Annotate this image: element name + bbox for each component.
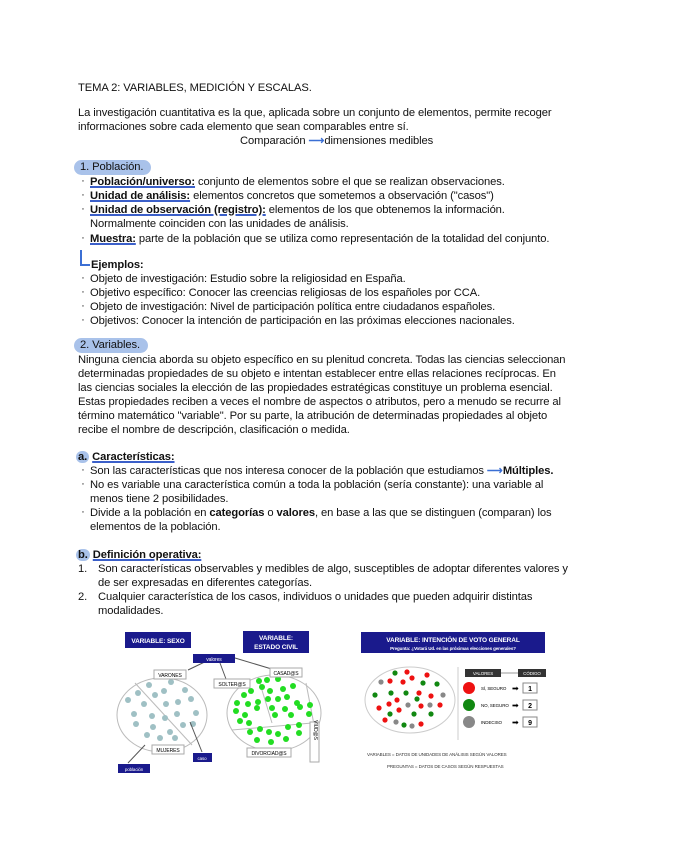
case-dot: [131, 711, 137, 717]
numbered-item: Son características observables y medibles de algo, susceptibles de adoptar diferentes valores y: [98, 563, 568, 575]
svg-text:caso: caso: [197, 756, 207, 761]
case-dot: [414, 696, 419, 701]
value-label: INDECISO: [481, 720, 502, 725]
page-title: TEMA 2: VARIABLES, MEDICIÓN Y ESCALAS.: [78, 82, 312, 94]
value-code: 9: [528, 720, 532, 727]
examples-label: Ejemplos:: [91, 259, 144, 271]
case-dot: [285, 724, 291, 730]
paragraph-line: recibe el nombre de descripción, clasificación o medida.: [78, 424, 350, 436]
case-dot: [416, 690, 421, 695]
case-dot: [264, 677, 270, 683]
case-dot: [257, 726, 263, 732]
case-dot: [259, 684, 265, 690]
case-dot: [284, 694, 290, 700]
case-dot: [141, 701, 147, 707]
case-dot: [396, 707, 401, 712]
section-heading-poblacion: 1. Población.: [74, 160, 151, 175]
case-dot: [157, 735, 163, 741]
case-dot: [174, 711, 180, 717]
example-item: Objetivos: Conocer la intención de participación en las próximas elecciones nacionales.: [90, 315, 515, 327]
case-dot: [307, 702, 313, 708]
case-dot: [297, 704, 303, 710]
svg-text:CÓDIGO: CÓDIGO: [523, 671, 541, 676]
variables-diagram-intencion-voto: [355, 625, 570, 775]
comparison-line: [240, 134, 433, 148]
list-item: No es variable una característica común a toda la población (sería constante): una variable al: [90, 479, 544, 491]
arrow-icon: ➡: [512, 701, 519, 710]
svg-text:VARIABLE: INTENCIÓN DE VOTO GE: VARIABLE: INTENCIÓN DE VOTO GENERAL: [386, 637, 520, 644]
case-dot: [382, 717, 387, 722]
case-dot: [424, 672, 429, 677]
case-dot: [306, 711, 312, 717]
case-dot: [234, 700, 240, 706]
list-item: Unidad de análisis: elementos concretos que sometemos a observación ("casos"): [90, 190, 494, 202]
comparison-right: dimensiones medibles: [324, 135, 434, 147]
case-dot: [182, 687, 188, 693]
case-dot: [290, 683, 296, 689]
example-item: Objeto de investigación: Estudio sobre la religiosidad en España.: [90, 273, 406, 285]
case-dot: [254, 737, 260, 743]
svg-text:SOLTER@S: SOLTER@S: [218, 682, 246, 688]
value-label: NO, SEGURO: [481, 703, 509, 708]
footnote: PREGUNTAS = DATOS DE CASOS SEGÚN RESPUESTAS: [387, 764, 504, 769]
document-page: TEMA 2: VARIABLES, MEDICIÓN Y ESCALAS. La investigación cuantitativa es la que, aplicada sobre un conjunto de elementos, permite recoger informaciones sobre cada elemento que sean comparables entre sí. Comparación ⟶dimensiones medibles 1. Población. · Población/universo: conjunto de elementos sobre el que se realizan observaciones. · Unidad de análisis: elementos concretos que sometemos a observación ("casos") · Unidad de observación (registro): elementos de los que obtenemos la información. Normalmente coinciden con las unidades de análisis. · Muestra: parte de la población que se utiliza como representación de la totalidad del conjunto. Ejemplos: · Objeto de investigación: Estudio sobre la religiosidad en España. · Objetivo específico: Conocer las creencias religiosas de los españoles por CCA. · Objeto de investigación: Nivel de participación política entre ciudadanos españoles. · Objetivos: Conocer la intención de participación en las próximas elecciones nacionales. 2. Variables. Ninguna ciencia aborda su objeto específico en su plenitud concreta. Todas las ciencias seleccionan determinadas propiedades de su objeto e intentan establecer entre ellas relaciones recíprocas. En las ciencias sociales la elección de las propiedades estratégicas constituye un problema esencial. Estas propiedades reciben a veces el nombre de aspectos o atributos, pero a menudo se recurre al término matemático "variable". Por su parte, la atribución de determinadas propiedades al objeto recibe el nombre de descripción, clasificación o medida. a. Características: · Son las características que nos interesa conocer de la población que estudiamos ⟶Múltiples. · No es variable una característica común a toda la población (sería constante): una variable al menos tiene 2 posibilidades. · Divide a la población en categorías o valores, en base a las que se distinguen (comparan) los elementos de la población. b. Definición operativa: 1. Son características observables y medibles de algo, susceptibles de adoptar diferentes valores y de ser expresadas en diferentes categorías. 2. Cualquier característica de los casos, individuos o unidades que pueden adquirir distintas modalidades. VARIABLE: SEXO VARIABLE: ESTADO CIVIL valores VARONES SOLTER@S CASAD@S MUJERES DIVORCIAD@S VIUD@S población caso VARIABLE: INTENCIÓN DE VOTO GENERAL Pregunta: ¿Votará Ud. en las próximas elecciones generales? VALORES CÓDIGO SÍ, SEGURO ➡ 1 NO, SEGURO ➡ 2 INDECISO ➡ 9 VARIABLES = DATOS DE UNIDADES DE ANÁLISIS SEGÚN VALORES PREGUNTAS = DATOS DE CASOS SEGÚN RESPUESTAS: [0, 0, 677, 848]
list-item: Población/universo: conjunto de elementos sobre el que se realizan observaciones.: [90, 176, 505, 188]
case-dot: [180, 722, 186, 728]
case-dot: [463, 682, 475, 694]
intro-line: La investigación cuantitativa es la que, aplicada sobre un conjunto de elementos, permite recoger: [78, 107, 552, 119]
list-item-continuation: menos tiene 2 posibilidades.: [90, 493, 229, 505]
svg-text:VIUD@S: VIUD@S: [312, 720, 318, 740]
list-item-continuation: Normalmente coinciden con las unidades de análisis.: [90, 218, 349, 230]
subheading-definicion: b. Definición operativa:: [78, 549, 202, 561]
case-dot: [254, 705, 260, 711]
case-dot: [163, 701, 169, 707]
case-dot: [282, 706, 288, 712]
case-dot: [434, 681, 439, 686]
case-dot: [246, 720, 252, 726]
section-heading-variables: 2. Variables.: [74, 338, 148, 353]
paragraph-line: Ninguna ciencia aborda su objeto específico en su plenitud concreta. Todas las ciencias seleccionan: [78, 354, 566, 366]
case-dot: [242, 712, 248, 718]
list-item: Son las características que nos interesa conocer de la población que estudiamos ⟶Múltiples.: [90, 465, 554, 477]
case-dot: [411, 711, 416, 716]
case-dot: [401, 722, 406, 727]
case-dot: [372, 692, 377, 697]
case-dot: [376, 705, 381, 710]
case-dot: [268, 739, 274, 745]
case-dot: [275, 731, 281, 737]
case-dot: [152, 692, 158, 698]
list-item: Unidad de observación (registro): elementos de los que obtenemos la información.: [90, 204, 505, 216]
case-dot: [188, 696, 194, 702]
case-dot: [418, 703, 423, 708]
numbered-item: Cualquier característica de los casos, individuos o unidades que pueden adquirir distintas: [98, 591, 533, 603]
numbered-item-continuation: de ser expresadas en diferentes categorías.: [98, 577, 312, 589]
case-dot: [409, 675, 414, 680]
case-dot: [144, 732, 150, 738]
case-dot: [233, 708, 239, 714]
svg-text:valores: valores: [206, 657, 222, 663]
arrow-icon: ➡: [512, 718, 519, 727]
example-item: Objeto de investigación: Nivel de participación política entre ciudadanos españoles.: [90, 301, 496, 313]
list-item: Muestra: parte de la población que se utiliza como representación de la totalidad del conjunto.: [90, 233, 550, 245]
svg-text:CASAD@S: CASAD@S: [273, 671, 299, 677]
case-dot: [247, 729, 253, 735]
paragraph-line: las ciencias sociales la elección de las propiedades estratégicas constituye un problema esencial.: [78, 382, 553, 394]
case-dot: [146, 682, 152, 688]
case-dot: [265, 696, 271, 702]
case-dot: [463, 699, 475, 711]
example-item: Objetivo específico: Conocer las creencias religiosas de los españoles por CCA.: [90, 287, 481, 299]
svg-text:DIVORCIAD@S: DIVORCIAD@S: [251, 751, 287, 757]
svg-text:VALORES: VALORES: [472, 671, 494, 676]
case-dot: [245, 701, 251, 707]
case-dot: [393, 719, 398, 724]
case-dot: [400, 679, 405, 684]
case-dot: [404, 669, 409, 674]
case-dot: [172, 735, 178, 741]
svg-text:VARIABLE: SEXO: VARIABLE: SEXO: [131, 638, 185, 645]
case-dot: [428, 711, 433, 716]
case-dot: [193, 710, 199, 716]
case-dot: [427, 702, 432, 707]
case-dot: [168, 679, 174, 685]
case-dot: [387, 678, 392, 683]
list-number: 2.: [78, 591, 88, 603]
case-dot: [162, 715, 168, 721]
case-dot: [135, 690, 141, 696]
case-dot: [133, 721, 139, 727]
case-dot: [241, 692, 247, 698]
case-dot: [272, 712, 278, 718]
footnote: VARIABLES = DATOS DE UNIDADES DE ANÁLISIS SEGÚN VALORES: [367, 752, 507, 757]
value-code: 2: [528, 703, 532, 710]
case-dot: [125, 697, 131, 703]
case-dot: [167, 729, 173, 735]
case-dot: [296, 722, 302, 728]
arrow-icon: ⟶: [308, 135, 325, 147]
subheading-caracteristicas: a. Características:: [78, 451, 175, 463]
case-dot: [418, 721, 423, 726]
case-dot: [405, 702, 410, 707]
value-code: 1: [528, 686, 532, 693]
paragraph-line: Estas propiedades reciben a veces el nombre de aspectos o atributos, pero a menudo se recurre al: [78, 396, 561, 408]
arrow-icon: ➡: [512, 684, 519, 693]
case-dot: [386, 701, 391, 706]
case-dot: [437, 702, 442, 707]
case-dot: [256, 678, 262, 684]
svg-text:VARIABLE:: VARIABLE:: [258, 635, 294, 642]
case-dot: [280, 686, 286, 692]
case-dot: [392, 670, 397, 675]
case-dot: [255, 699, 261, 705]
svg-text:población: población: [124, 767, 144, 772]
case-dot: [266, 729, 272, 735]
case-dot: [161, 688, 167, 694]
case-dot: [283, 736, 289, 742]
case-dot: [409, 723, 414, 728]
case-dot: [269, 705, 275, 711]
elbow-arrow-icon: [80, 250, 90, 266]
case-dot: [403, 690, 408, 695]
case-dot: [387, 711, 392, 716]
case-dot: [420, 680, 425, 685]
paragraph-line: determinadas propiedades de su objeto e intentan establecer entre ellas relaciones recíprocas. En: [78, 368, 556, 380]
comparison-left: Comparación: [240, 135, 306, 147]
case-dot: [440, 692, 445, 697]
svg-text:Pregunta: ¿Votará Ud. en las p: Pregunta: ¿Votará Ud. en las próximas elecciones generales?: [390, 646, 516, 651]
svg-text:VARONES: VARONES: [158, 673, 182, 679]
list-item: Divide a la población en categorías o valores, en base a las que se distinguen (comparan) los: [90, 507, 552, 519]
case-dot: [378, 679, 383, 684]
case-dot: [296, 730, 302, 736]
intro-line: informaciones sobre cada elemento que sean comparables entre sí.: [78, 121, 409, 133]
variables-diagram-sexo-estado-civil: [110, 625, 330, 780]
numbered-item-continuation: modalidades.: [98, 605, 164, 617]
case-dot: [237, 718, 243, 724]
svg-text:ESTADO CIVIL: ESTADO CIVIL: [254, 644, 298, 651]
case-dot: [267, 688, 273, 694]
value-label: SÍ, SEGURO: [481, 686, 507, 691]
case-dot: [149, 713, 155, 719]
case-dot: [394, 697, 399, 702]
case-dot: [150, 724, 156, 730]
paragraph-line: término matemático "variable". Por su parte, la atribución de determinadas propiedades al objeto: [78, 410, 548, 422]
case-dot: [388, 690, 393, 695]
case-dot: [248, 688, 254, 694]
list-number: 1.: [78, 563, 88, 575]
list-item-continuation: elementos de la población.: [90, 521, 221, 533]
case-dot: [288, 712, 294, 718]
case-dot: [175, 699, 181, 705]
value-rows: [463, 682, 537, 728]
svg-text:MUJERES: MUJERES: [156, 748, 180, 754]
case-dot: [428, 693, 433, 698]
case-dot: [463, 716, 475, 728]
case-dot: [275, 696, 281, 702]
